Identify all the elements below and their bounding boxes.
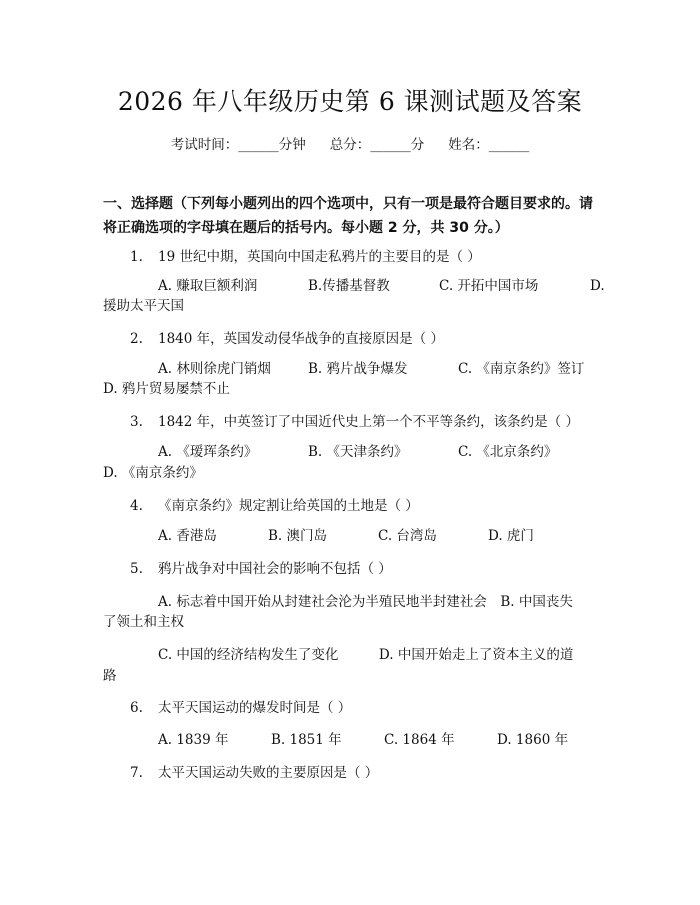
question-number: 1. [130,249,143,265]
question-4 [130,496,419,516]
option-b: B. 《天津条约》 [308,444,408,460]
question-text: 《南京条约》规定割让给英国的土地是（ ） [158,498,419,514]
question-number: 4. [130,498,143,514]
question-2-options [158,359,608,379]
option-d: D. [590,278,605,294]
option-c: C. 开拓中国市场 [439,278,539,294]
question-5-options-line-1: A. 标志着中国开始从封建社会沦为半殖民地半封建社会 B. 中国丧失 [158,594,573,610]
option-d: D. 虎门 [488,528,534,544]
option-b: B. 鸦片战争爆发 [308,361,408,377]
question-3-options [158,442,608,462]
exam-time-field: 考试时间：______分钟 [170,137,306,153]
question-5 [130,559,392,579]
page-title: 2026 年八年级历史第 6 课测试题及答案 [117,87,583,116]
question-number: 3. [130,414,143,430]
question-text: 1840 年，英国发动侵华战争的直接原因是（ ） [158,331,444,347]
question-3 [130,412,579,432]
question-6 [130,698,351,718]
option-a: A. 林则徐虎门销烟 [158,361,271,377]
question-number: 6. [130,700,143,716]
question-text: 太平天国运动失败的主要原因是（ ） [158,765,379,781]
option-a: A. 香港岛 [158,528,217,544]
option-continuation: D. 鸦片贸易屡禁不止 [103,381,230,397]
option-b: B. 澳门岛 [268,528,328,544]
option-continuation: 援助太平天国 [103,298,184,314]
option-continuation: 路 [103,668,117,684]
question-number: 5. [130,561,143,577]
question-text: 太平天国运动的爆发时间是（ ） [158,700,352,716]
option-b: B.传播基督教 [308,278,390,294]
question-text: 1842 年，中英签订了中国近代史上第一个不平等条约，该条约是（ ） [158,414,579,430]
total-score-field: 总分：______分 [329,137,425,153]
question-text: 鸦片战争对中国社会的影响不包括（ ） [158,561,392,577]
option-continuation: 了领土和主权 [103,614,184,630]
question-4-options [158,526,608,546]
question-text: 19 世纪中期，英国向中国走私鸦片的主要目的是（ ） [158,249,481,265]
student-name-field: 姓名：______ [448,137,530,153]
option-a: A. 赚取巨额利润 [158,278,258,294]
option-c: C. 1864 年 [384,732,455,748]
option-continuation: D. 《南京条约》 [103,465,203,481]
option-a: A. 《瑷珲条约》 [158,444,258,460]
question-2 [130,329,444,349]
question-7 [130,763,378,783]
question-5-options-line-2: C. 中国的经济结构发生了变化 D. 中国开始走上了资本主义的道 [158,647,574,663]
option-a: A. 1839 年 [158,732,229,748]
option-b: B. 1851 年 [271,732,342,748]
option-c: C. 台湾岛 [378,528,437,544]
option-c: C. 《北京条约》 [458,444,558,460]
question-1 [130,247,481,267]
option-d: D. 1860 年 [497,732,569,748]
option-c: C. 《南京条约》签订 [458,361,585,377]
section-heading: 一、选择题（下列每小题列出的四个选项中，只有一项是最符合题目要求的。请将正确选项的字母填在题后的括号内。每小题 2 分，共 30 分。） [103,196,593,236]
exam-meta [0,133,700,153]
question-number: 7. [130,765,143,781]
question-1-options [158,276,608,296]
question-6-options [158,730,608,750]
question-number: 2. [130,331,143,347]
